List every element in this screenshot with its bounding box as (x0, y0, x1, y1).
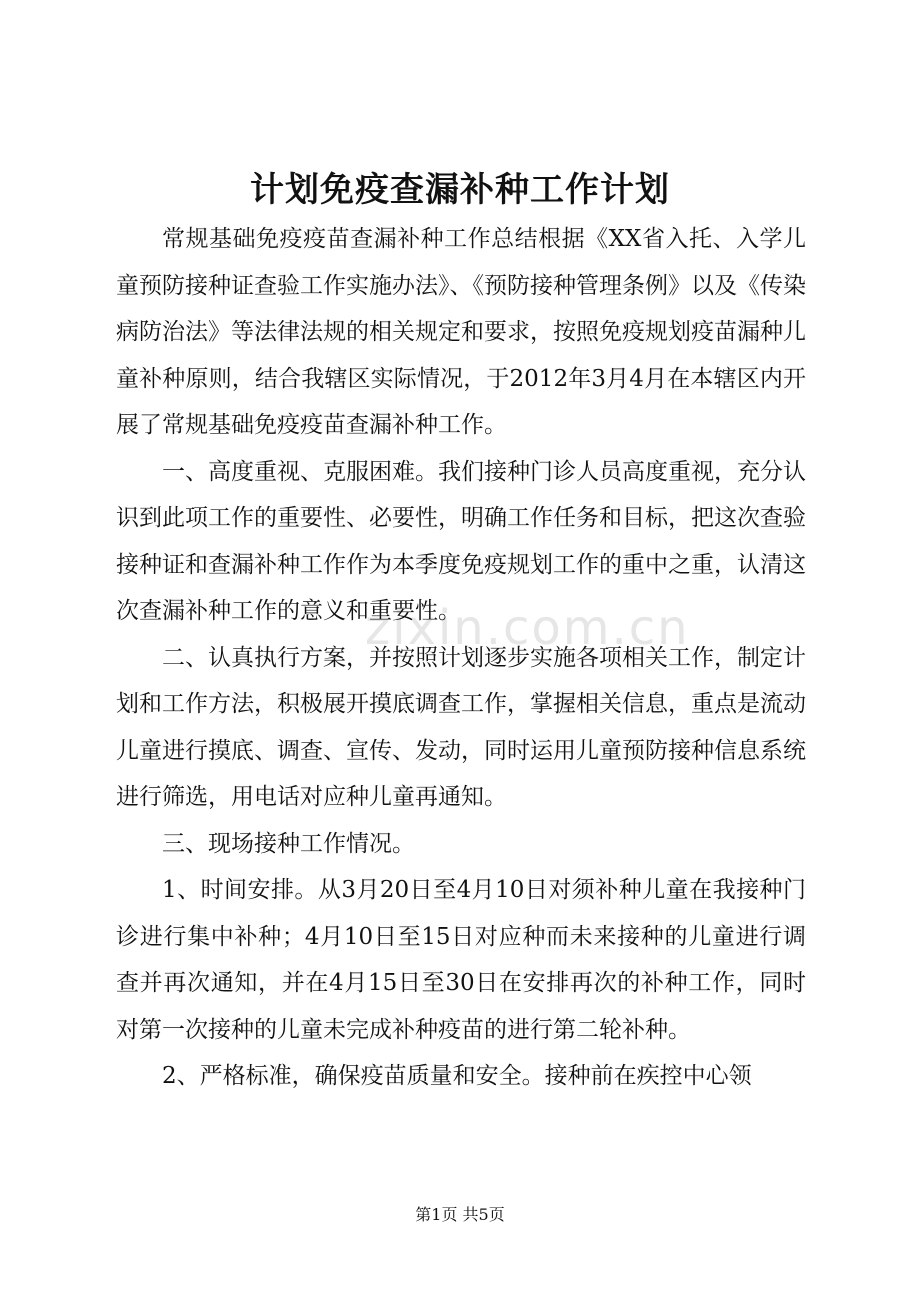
paragraph-item-2: 2、严格标准，确保疫苗质量和安全。接种前在疾控中心领 (162, 1063, 752, 1089)
paragraph-section-2: 二、认真执行方案，并按照计划逐步实施各项相关工作，制定计划和工作方法，积极展开摸底调查工作，掌握相关信息，重点是流动儿童进行摸底、调查、宣传、发动，同时运用儿童预防接种信息系统进行筛选，用电话对应种儿童再通知。 (116, 644, 806, 810)
paragraph-section-1: 一、高度重视、克服困难。我们接种门诊人员高度重视，充分认识到此项工作的重要性、必要性，明确工作任务和目标，把这次查验接种证和查漏补种工作作为本季度免疫规划工作的重中之重，认清这次查漏补种工作的意义和重要性。 (116, 458, 806, 624)
paragraph-section-3-heading: 三、现场接种工作情况。 (162, 830, 415, 857)
document-title: 计划免疫查漏补种工作计划 (250, 170, 670, 210)
page-number: 第1页 共5页 (415, 1205, 505, 1224)
page-footer (0, 1202, 920, 1225)
paragraph-intro: 常规基础免疫疫苗查漏补种工作总结根据《XX省入托、入学儿童预防接种证查验工作实施办法》、《预防接种管理条例》以及《传染病防治法》等法律法规的相关规定和要求，按照免疫规划疫苗漏种儿童补种原则，结合我辖区实际情况，于2012年3月4月在本辖区内开展了常规基础免疫疫苗查漏补种工作。 (116, 226, 806, 438)
paragraph-item-1: 1、时间安排。从3月20日至4月10日对须补种儿童在我接种门诊进行集中补种；4月10日至15日对应种而未来接种的儿童进行调查并再次通知，并在4月15日至30日在安排再次的补种工作，同时对第一次接种的儿童未完成补种疫苗的进行第二轮补种。 (116, 877, 806, 1043)
watermark: zixin.com.cn (365, 600, 690, 656)
document-body (116, 216, 806, 1100)
